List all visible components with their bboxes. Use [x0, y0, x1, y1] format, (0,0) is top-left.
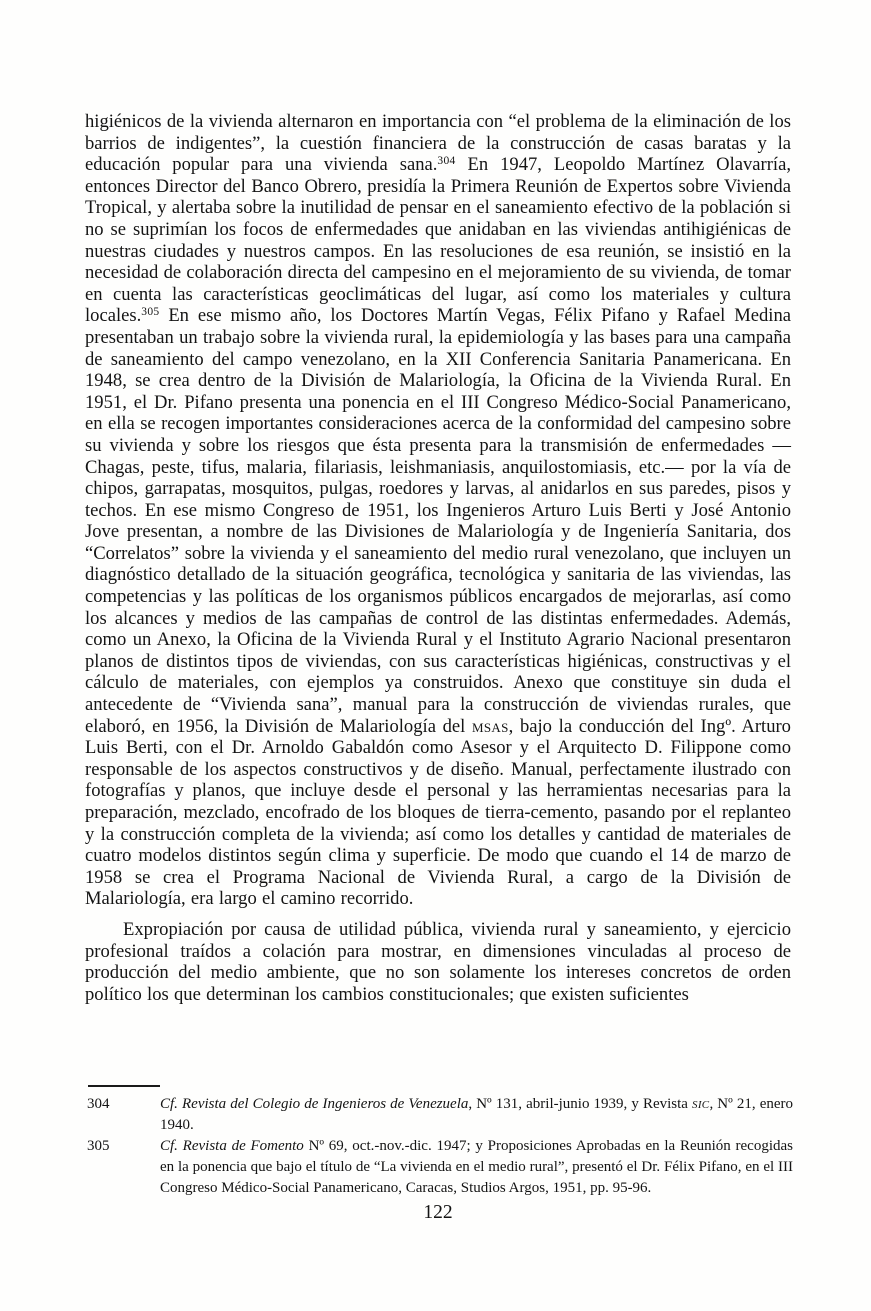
footnote-ref-304: 304	[437, 155, 456, 168]
footnote-304-text-a: , Nº 131, abril-junio 1939, y Revista	[468, 1096, 693, 1112]
footnote-305	[85, 1136, 793, 1199]
footnote-305-text: Nº 69, oct.-nov.-dic. 1947; y Proposiciones Aprobadas en la Reunión recogidas en la ponencia que bajo el título de “La vivienda en el medio rural”, presentó el Dr. Félix Pifano, en el III Congreso Médico-Social Panamericano, Caracas, Studios Argos, 1951, pp. 95-96.	[160, 1138, 793, 1196]
footnote-304-source-italic: Cf. Revista del Colegio de Ingenieros de Venezuela	[160, 1096, 469, 1112]
footnote-305-number: 305	[87, 1138, 110, 1154]
footnote-304-text-b: , Nº 21, enero 1940.	[160, 1096, 794, 1133]
footnote-305-source-italic: Cf. Revista de Fomento	[160, 1138, 304, 1154]
paragraph1-part-a: higiénicos de la vivienda alternaron en importancia con “el problema de la eliminación de los barrios de indigentes”, la cuestión financiera de la construcción de casas baratas y la educación popular para una vivienda sana.	[85, 111, 791, 176]
page-number: 122	[423, 1202, 453, 1223]
acronym-msas: msas	[472, 715, 509, 737]
paragraph1-part-d: , bajo la conducción del Ingº. Arturo Luis Berti, con el Dr. Arnoldo Gabaldón como Asesor y el Arquitecto D. Filippone como responsable de los aspectos constructivos y de diseño. Manual, perfectamente ilustrado con fotografías y planos, que incluye desde el personal y las herramientas necesarias para la preparación, mezclado, encofrado de los bloques de tierra-cemento, pasando por el replanteo y la construcción completa de la vivienda; así como los detalles y cantidad de materiales de cuatro modelos distintos según clima y superficie. De modo que cuando el 14 de marzo de 1958 se crea el Programa Nacional de Vivienda Rural, a cargo de la División de Malariología, era largo el camino recorrido.	[85, 715, 791, 910]
footnote-304-number: 304	[87, 1096, 110, 1112]
paragraph1-part-c: En ese mismo año, los Doctores Martín Vegas, Félix Pifano y Rafael Medina presentaban un trabajo sobre la vivienda rural, la epidemiología y las bases para una campaña de saneamiento del campo venezolano, en la XII Conferencia Sanitaria Panamericana. En 1948, se crea dentro de la División de Malariología, la Oficina de la Vivienda Rural. En 1951, el Dr. Pifano presenta una ponencia en el III Congreso Médico-Social Panamericano, en ella se recogen importantes consideraciones acerca de la conformidad del campesino sobre su vivienda y sobre los riesgos que ésta presenta para la transmisión de enfermedades —Chagas, peste, tifus, malaria, filariasis, leishmaniasis, anquilostomiasis, etc.— por la vía de chipos, garrapatas, mosquitos, pulgas, roedores y larvas, al anidarlos en sus paredes, pisos y techos. En ese mismo Congreso de 1951, los Ingenieros Arturo Luis Berti y José Antonio Jove presentan, a nombre de las Divisiones de Malariología y de Ingeniería Sanitaria, dos “Correlatos” sobre la vivienda y el saneamiento del medio rural venezolano, que incluyen un diagnóstico detallado de la situación geográfica, tecnológica y sanitaria de las viviendas, las competencias y las políticas de los organismos públicos encargados de mejorarlas, así como los alcances y medios de las campañas de control de las distintas enfermedades. Además, como un Anexo, la Oficina de la Vivienda Rural y el Instituto Agrario Nacional presentaron planos de distintos tipos de viviendas, con sus características higiénicas, constructivas y el cálculo de materiales, con ejemplos ya construidos. Anexo que constituye sin duda el antecedente de “Vivienda sana”, manual para la construcción de viviendas rurales, que elaboró, en 1956, la División de Malariología del	[85, 305, 791, 737]
main-text-block	[85, 111, 791, 1005]
footnote-separator-rule	[88, 1085, 160, 1087]
footnote-ref-305: 305	[141, 306, 160, 319]
body-paragraph-continued	[85, 111, 791, 910]
footnote-304-sic-smallcaps: sic	[692, 1096, 710, 1112]
footnotes-section	[85, 1094, 793, 1199]
body-paragraph-2: Expropiación por causa de utilidad pública, vivienda rural y saneamiento, y ejercicio profesional traídos a colación para mostrar, en dimensiones vinculadas al proceso de producción del medio ambiente, que no son solamente los intereses concretos de orden político los que determinan los cambios constitucionales; que existen suficientes	[85, 918, 791, 1005]
footnote-304	[85, 1094, 793, 1136]
paragraph1-part-b: En 1947, Leopoldo Martínez Olavarría, entonces Director del Banco Obrero, presidía la Primera Reunión de Expertos sobre Vivienda Tropical, y alertaba sobre la inutilidad de pensar en el saneamiento efectivo de la población si no se suprimían los focos de enfermedades que anidaban en las viviendas antihigiénicas de nuestras ciudades y nuestros campos. En las resoluciones de esa reunión, se insistió en la necesidad de colaboración directa del campesino en el mejoramiento de su vivienda, de tomar en cuenta las características geoclimáticas del lugar, así como los materiales y cultura locales.	[85, 154, 791, 327]
